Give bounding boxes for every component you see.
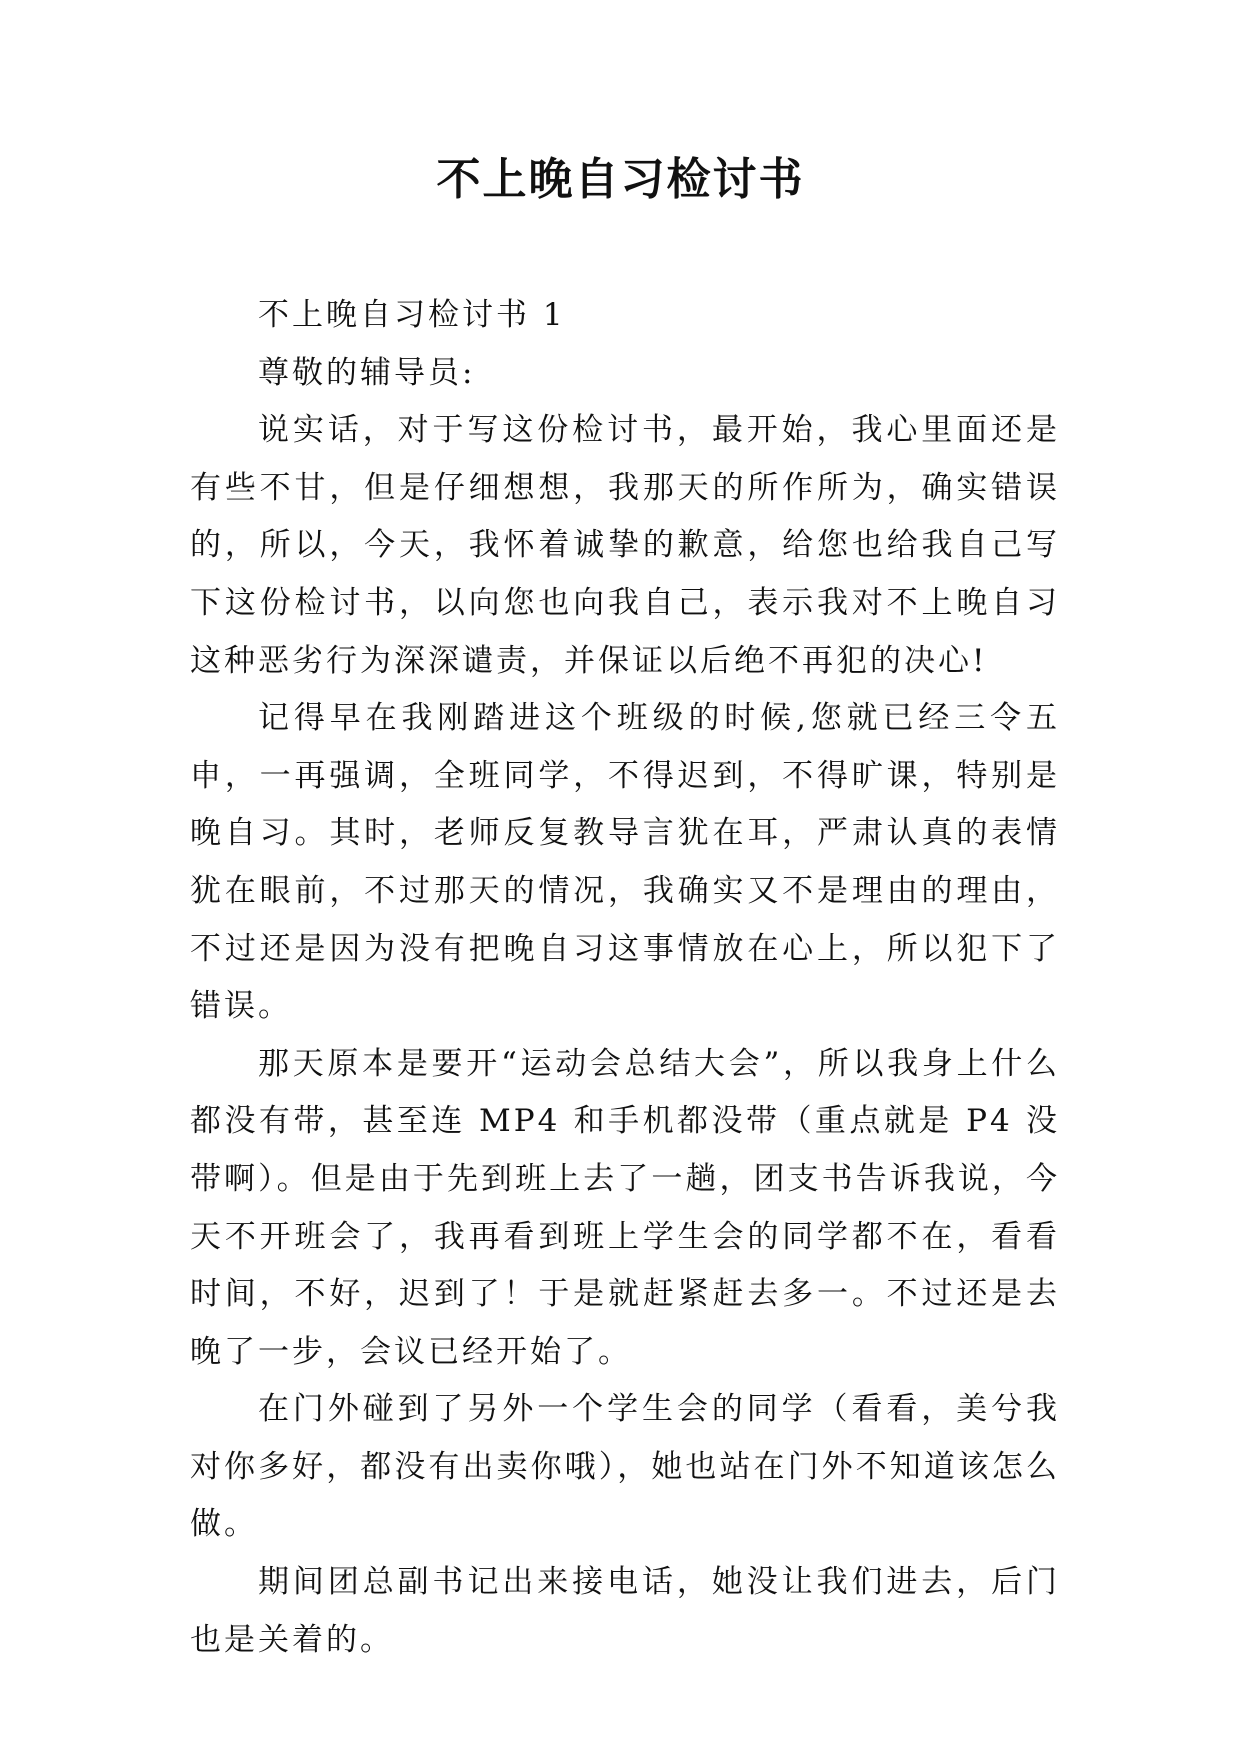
paragraph: 记得早在我刚踏进这个班级的时候,您就已经三令五申，一再强调，全班同学，不得迟到，不得旷课，特别是晚自习。其时，老师反复教导言犹在耳，严肃认真的表情犹在眼前，不过那天的情况，我确实又不是理由的理由，不过还是因为没有把晚自习这事情放在心上，所以犯下了错误。 [190,700,1060,1025]
paragraph: 期间团总副书记出来接电话，她没让我们进去，后门也是关着的。 [190,1564,1060,1658]
document-body [190,287,1060,1669]
salutation: 尊敬的辅导员: [258,354,476,391]
paragraph: 那天原本是要开“运动会总结大会”，所以我身上什么都没有带，甚至连 MP4 和手机都没带（重点就是 P4 没带啊）。但是由于先到班上去了一趟，团支书告诉我说，今天不开班会了，我再看到班上学生会的同学都不在，看看时间，不好，迟到了！于是就赶紧赶去多一。不过还是去晚了一步，会议已经开始了。 [190,1045,1060,1370]
section-heading: 不上晚自习检讨书 1 [258,297,566,333]
paragraph: 在门外碰到了另外一个学生会的同学（看看，美兮我对你多好，都没有出卖你哦），她也站在门外不知道该怎么做。 [190,1391,1060,1543]
paragraph: 说实话，对于写这份检讨书，最开始，我心里面还是有些不甘，但是仔细想想，我那天的所作所为，确实错误的，所以，今天，我怀着诚挚的歉意，给您也给我自己写下这份检讨书，以向您也向我自己，表示我对不上晚自习这种恶劣行为深深谴责，并保证以后绝不再犯的决心! [190,412,1060,679]
document-title: 不上晚自习检讨书 [436,154,805,205]
